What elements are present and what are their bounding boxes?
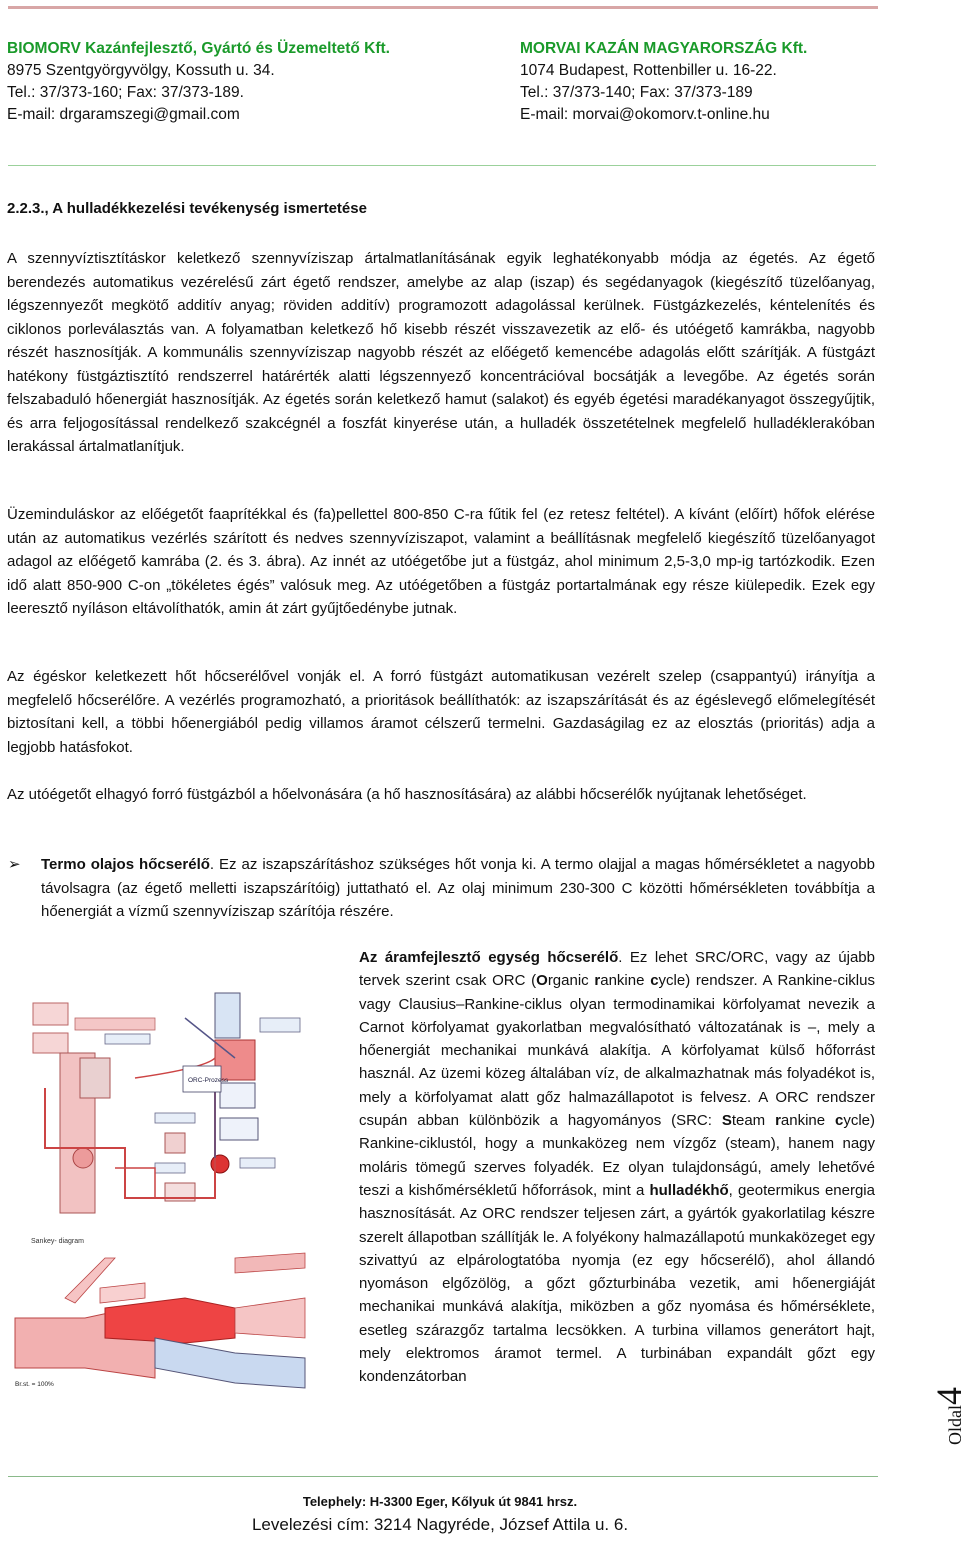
text-run: c — [650, 972, 659, 990]
bullet-body: . Ez az iszapszárításhoz szükséges hőt vonja ki. A termo olajjal a magas hőmérsékletet a nagyobb távolsagra (az égető melletti iszapszárítóig) juttatható el. Az olaj minimum 230-300 C közötti hőmérsékleten továbbítja a hőenergiát a vízmű szennyvíziszap szárítója részére. — [41, 856, 875, 920]
page-number — [928, 1387, 970, 1445]
company-address: 8975 Szentgyörgyvölgy, Kossuth u. 34. — [7, 62, 275, 79]
page-label: Oldal — [945, 1405, 965, 1445]
paragraph-2: Üzeminduláskor az előégetőt faaprítékkal és (fa)pellettel 800-850 C-ra fűtik fel (ez retesz feltétel). A kívánt (előírt) hőfok elérése után az automatikus vezérlés szárított és nedves szennyvíziszapot, valamint a beállításnak megfelelő kiegészítő tüzelőanyagot adagol az előégető kamrába (2. és 3. ábra). Az innét az utóégetőbe jut a füstgáz, ahol minimum 2,5-3,0 mp-ig tartózkodik. Ezen idő alatt 850-900 C-on „tökéletes égés” valósuk meg. Az utóégetőben a füstgáz portartalmának egy része kiülepedik. Ezek egy leeresztő nyíláson eltávolíthatók, amin át zárt gyűjtőedénybe jutnak. — [7, 506, 875, 617]
sankey-diagram-label: Sankey- diagram — [31, 1238, 84, 1245]
text-run: ycle) Rankine-ciklustól, hogy a munkaközeg nem vízgőz (steam), hanem nagy moláris tömegű szerves folyadék. Ez olyan tulajdonságú, amely lehetővé teszi a kishőmérsékletű hőforrások, mint a — [359, 1112, 876, 1199]
text-run: rganic — [547, 972, 595, 990]
page-number-value: 4 — [929, 1387, 969, 1405]
top-rule — [8, 6, 878, 9]
header-company-left — [7, 38, 390, 126]
text-run: ycle) rendszer. A Rankine-ciklus vagy Clausius–Rankine-ciklus olyan termodinamikai körfolyamat nevezik a Carnot körfolyamat gyakorlatban megvalósítható változatának is –, mely a hőenergiát mechanikai munkává alakítja. A körfolyamat külső hőforrást használ. Az üzemi közeg általában víz, de alkalmazhatnak más folyadékot is, mely a körfolyamat alatt gőz halmazállapotot is felvesz. A ORC rendszer csupán abban különbözik a hagyományos (SRC: — [359, 972, 875, 1130]
company-phone: Tel.: 37/373-160; Fax: 37/373-189. — [7, 84, 244, 101]
orc-label: ORC-Prozess — [188, 1077, 229, 1084]
sankey-input-label: Br.st. = 100% — [15, 1381, 54, 1388]
text-run: . Ez lehet SRC/ORC, vagy az újabb tervek szerint csak ORC ( — [359, 949, 875, 990]
paragraph-3: Az égéskor keletkezett hőt hőcserélővel vonják el. A forró füstgázt automatikusan vezérelt szelep (csappantyú) irányítja a megfelelő hőcserélőre. A vezérlés programozható, a prioritások beállíthatók: az iszapszárítását és az égéslevegő előmelegítését biztosítani kell, a többi hőenergiából pedig villamos áramot célszerű termelni. Gazdaságilag ez az elosztás (prioritás) adja a legjobb hatásfokot. — [7, 668, 875, 756]
paragraph-1: A szennyvíztisztításkor keletkező szennyvíziszap ártalmatlanításának egyik leghatékonyabb módja az égetés. Az égető berendezés automatikus vezérelésű zárt égető rendszer, amelybe az alap (iszap) és segédanyagok (kiegészítő tüzelőanyag, légszennyezőt megkötő additív anyag; röviden additív) programozott adagolással kerülnek. Füstgázkezelés, kéntelenítés és ciklonos porleválasztás van. A folyamatban keletkező hő kisebb részét visszavezetik az elő- és utóégető kamrákba, nagyobb részét hasznosítják. A kommunális szennyvíziszap nagyobb részét az előégető kemencébe adagolás előtt szárítják. A füstgázt hatékony füstgáztisztító rendszerrel határérték alatti légszennyező koncentrációval bocsátják a levegőbe. Az égetés során felszabaduló hőenergiát hasznosítják. Az égetés során keletkező hamut (salakot) és egyéb égetési maradékanyagot összegyűjtik, és arra feljogosítással rendelkező szakcégnél a foszfát kinyerése után, a hulladék összetételnek megfelelő hulladéklerakóban lerakással ártalmatlanítjuk. — [7, 250, 875, 455]
section-title: 2.2.3., A hulladékkezelési tevékenység ismertetése — [7, 200, 367, 217]
orc-heading: Az áramfejlesztő egység hőcserélő — [359, 949, 619, 966]
company-name: MORVAI KAZÁN MAGYARORSZÁG Kft. — [520, 40, 808, 57]
text-run: ankine — [600, 972, 651, 990]
text-run: O — [536, 972, 548, 990]
bullet-arrow-icon: ➢ — [8, 856, 21, 873]
text-run: c — [835, 1112, 844, 1130]
text-run: r — [775, 1112, 781, 1130]
orc-description — [359, 946, 875, 1389]
text-run: S — [721, 1112, 732, 1130]
footer-site: Telephely: H-3300 Eger, Kőlyuk út 9841 hrsz. — [302, 1494, 578, 1509]
orc-cycle-diagram-icon — [5, 958, 340, 1463]
header-company-right — [520, 38, 807, 126]
header-divider — [8, 165, 876, 166]
footer-divider — [8, 1476, 878, 1477]
company-phone: Tel.: 37/373-140; Fax: 37/373-189 — [520, 84, 753, 101]
company-email: E-mail: drgaramszegi@gmail.com — [7, 106, 240, 123]
text-run: hulladékhő — [649, 1181, 729, 1199]
company-address: 1074 Budapest, Rottenbiller u. 16-22. — [520, 62, 777, 79]
company-name: BIOMORV Kazánfejlesztő, Gyártó és Üzemeltető Kft. — [7, 40, 390, 57]
footer-mail-address: Levelezési cím: 3214 Nagyréde, József Attila u. 6. — [251, 1515, 629, 1534]
text-run: r — [594, 972, 601, 990]
text-run: ankine — [780, 1112, 835, 1130]
paragraph-4: Az utóégetőt elhagyó forró füstgázból a hőelvonására (a hő hasznosítására) az alábbi hőcserélők nyújtanak lehetőséget. — [7, 786, 807, 803]
company-email: E-mail: morvai@okomorv.t-online.hu — [520, 106, 770, 123]
bullet-item — [41, 853, 875, 924]
text-run: , geotermikus energia hasznosítását. Az ORC rendszer teljesen zárt, a gyártók gyakorlatilag készre szerelt állapotban szállítják le. A folyékony halmazállapotú munkaközeget egy szivattyú az elpárologtatóba nyomja (ez egy hőcserélő), ahol állandó nyomáson elgőzölög, a gőzt gőzturbinába vezetik, ami hőenergiáját mechanikai munkává alakítja, miközben a gőz nyomása és hőmérséklete, esetleg szárazgőz tartalma lecsökken. A turbina villamos generátort hajt, mely elektromos áramot termel. A turbinában expandált gőzt egy kondenzátorban — [359, 1181, 875, 1386]
text-run: team — [731, 1112, 776, 1130]
bullet-heading: Termo olajos hőcserélő — [41, 856, 210, 873]
